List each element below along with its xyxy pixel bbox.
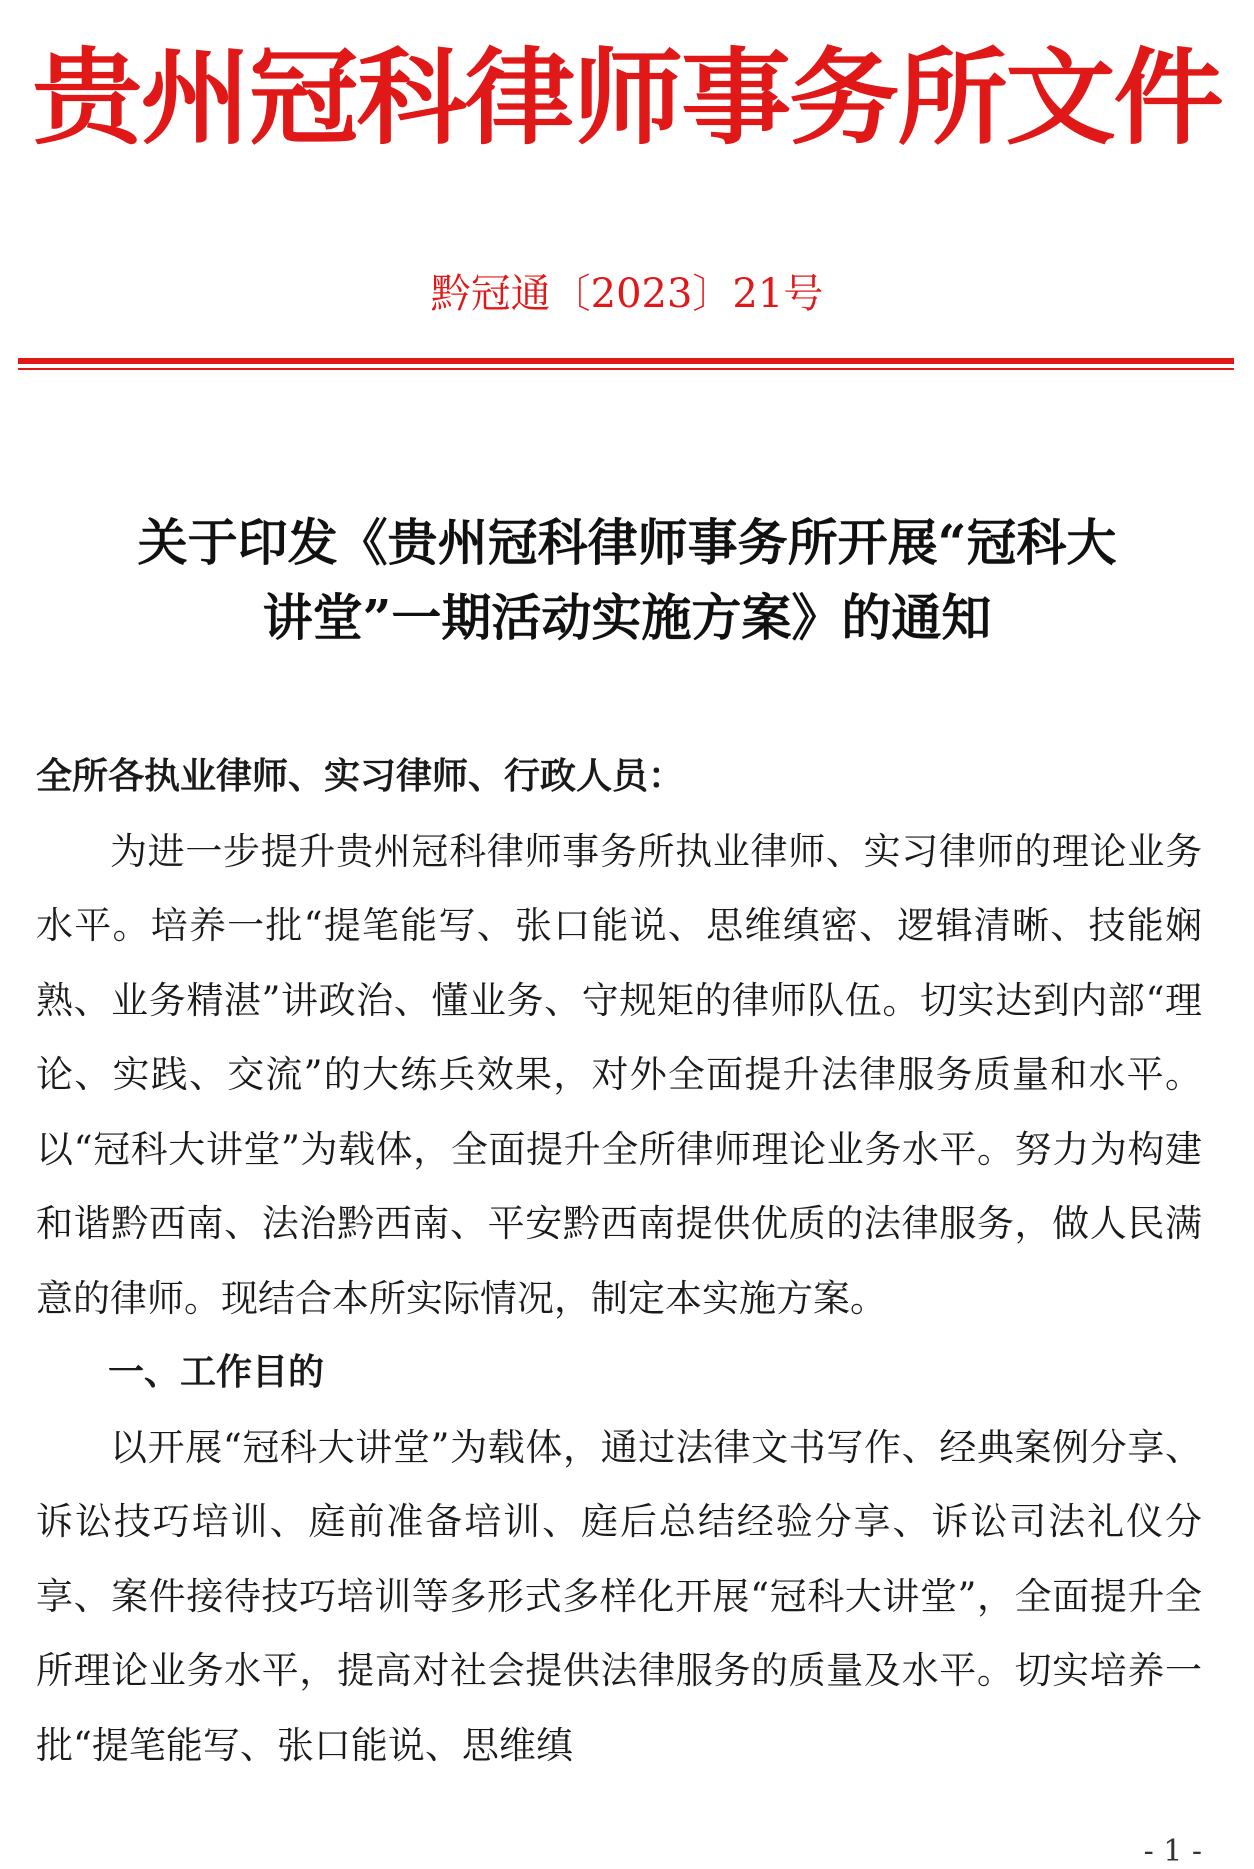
intro-paragraph: 为进一步提升贵州冠科律师事务所执业律师、实习律师的理论业务水平。培养一批“提笔能写、张口能说、思维缜密、逻辑清晰、技能娴熟、业务精湛”讲政治、懂业务、守规矩的律师队伍。切实达到内部“理论、实践、交流”的大练兵效果，对外全面提升法律服务质量和水平。以“冠科大讲堂”为载体，全面提升全所律师理论业务水平。努力为构建和谐黔西南、法治黔西南、平安黔西南提供优质的法律服务，做人民满意的律师。现结合本所实际情况，制定本实施方案。 xyxy=(36,829,1202,1320)
notice-title-line-1: 关于印发《贵州冠科律师事务所开展“冠科大 xyxy=(137,513,1117,572)
section-heading-purpose: 一、工作目的 xyxy=(108,1352,325,1393)
red-divider-thick xyxy=(18,358,1234,364)
notice-title xyxy=(30,505,1224,655)
notice-title-line-2: 讲堂”一期活动实施方案》的通知 xyxy=(262,588,992,647)
purpose-paragraph: 以开展“冠科大讲堂”为载体，通过法律文书写作、经典案例分享、诉讼技巧培训、庭前准备培训、庭后总结经验分享、诉讼司法礼仪分享、案件接待技巧培训等多形式多样化开展“冠科大讲堂”，全面提升全所理论业务水平，提高对社会提供法律服务的质量及水平。切实培养一批“提笔能写、张口能说、思维缜 xyxy=(36,1425,1202,1767)
document-number: 黔冠通〔2023〕21号 xyxy=(430,271,824,317)
masthead-title: 贵州冠科律师事务所文件 xyxy=(32,37,1222,159)
salutation: 全所各执业律师、实习律师、行政人员： xyxy=(36,756,685,797)
page-number: - 1 - xyxy=(1143,1834,1202,1869)
red-divider-thin xyxy=(18,368,1234,370)
document-body xyxy=(36,740,1202,1783)
